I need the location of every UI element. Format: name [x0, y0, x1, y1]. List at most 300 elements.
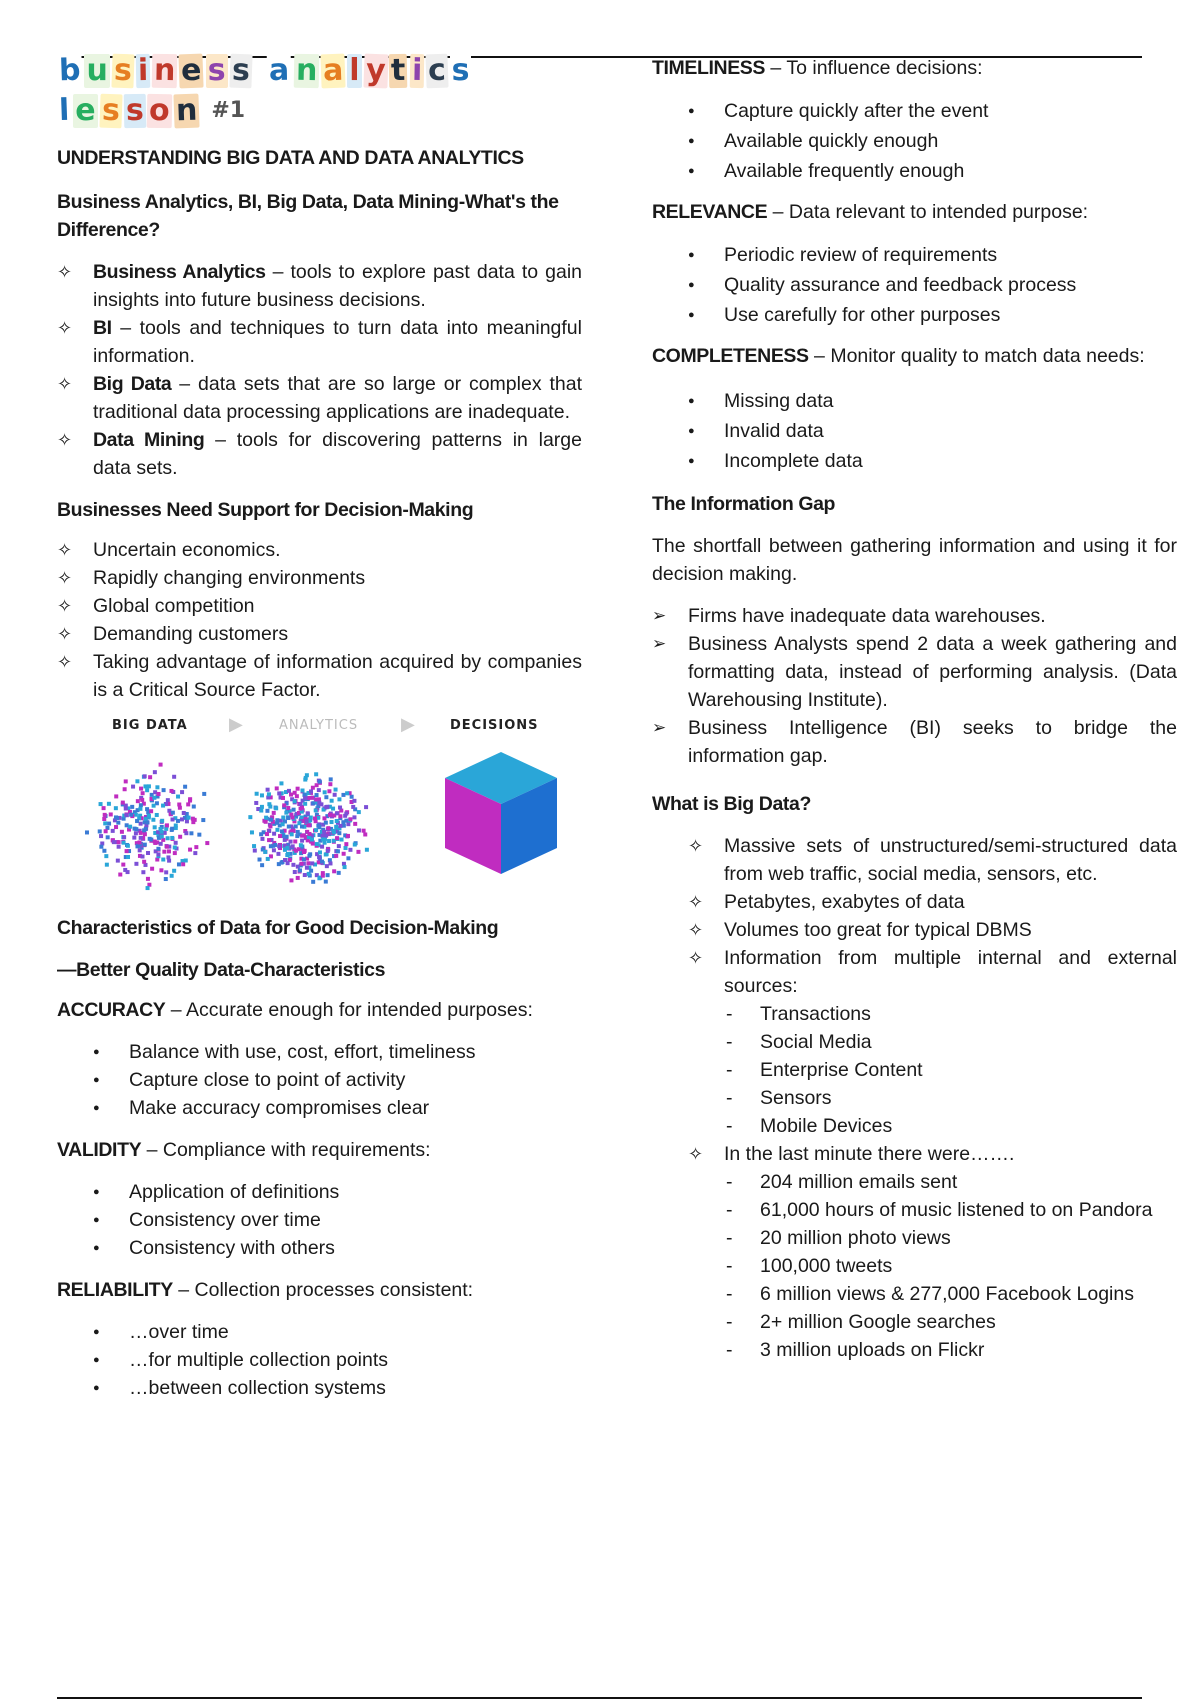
data-point	[142, 860, 146, 864]
data-point	[293, 799, 297, 803]
data-point	[334, 788, 338, 792]
main-heading: UNDERSTANDING BIG DATA AND DATA ANALYTICS	[57, 147, 524, 169]
data-point	[162, 788, 166, 792]
data-point	[326, 873, 330, 877]
data-point	[285, 846, 289, 850]
data-point	[321, 874, 325, 878]
data-point	[166, 836, 170, 840]
lesson-number: #1	[211, 98, 246, 123]
diagram-label-analytics: ANALYTICS	[279, 718, 359, 733]
list-item: - Enterprise Content	[724, 1056, 1177, 1084]
data-point	[320, 845, 324, 849]
data-point	[114, 825, 118, 829]
data-point	[295, 794, 299, 798]
data-point	[107, 802, 111, 806]
validity-heading: VALIDITY – Compliance with requirements:	[57, 1139, 431, 1161]
data-point	[346, 834, 350, 838]
title-letter: n	[153, 52, 176, 89]
data-point	[338, 806, 342, 810]
data-point	[266, 857, 270, 861]
data-point	[337, 797, 341, 801]
data-point	[302, 857, 306, 861]
list-item: ● Consistency with others	[57, 1234, 582, 1262]
data-point	[170, 836, 174, 840]
data-point	[176, 819, 180, 823]
data-point	[161, 804, 165, 808]
title-letter: i	[411, 52, 423, 89]
data-point	[287, 825, 291, 829]
data-point	[126, 844, 130, 848]
data-point	[194, 845, 198, 849]
data-point	[116, 821, 120, 825]
data-point	[344, 812, 348, 816]
data-point	[156, 852, 160, 856]
support-list	[57, 536, 582, 704]
data-point	[169, 789, 173, 793]
data-point	[352, 815, 356, 819]
data-point	[103, 821, 107, 825]
title-letter: c	[427, 52, 447, 89]
data-point	[296, 787, 300, 791]
data-point	[348, 817, 352, 821]
data-point	[265, 809, 269, 813]
data-point	[148, 775, 152, 779]
title-letter: i	[137, 52, 149, 89]
list-item: ● Application of definitions	[57, 1178, 582, 1206]
data-point	[309, 789, 313, 793]
data-point	[310, 796, 314, 800]
data-point	[171, 811, 175, 815]
data-point	[172, 775, 176, 779]
title-letter: s	[101, 92, 121, 129]
data-point	[275, 821, 279, 825]
list-item: ➢ Firms have inadequate data warehouses.	[652, 602, 1177, 630]
data-point	[314, 772, 318, 776]
support-item: ✧ Global competition	[57, 592, 582, 620]
data-point	[173, 851, 177, 855]
data-point	[340, 838, 344, 842]
big-data-analytics-diagram	[57, 708, 582, 908]
data-point	[350, 795, 354, 799]
data-point	[286, 852, 290, 856]
data-point	[276, 852, 280, 856]
list-item: - 204 million emails sent	[724, 1168, 1177, 1196]
title-letter: t	[390, 52, 406, 89]
data-point	[116, 859, 120, 863]
title-line-1	[57, 52, 582, 90]
data-point	[141, 870, 145, 874]
data-point	[275, 786, 279, 790]
title-letter: n	[295, 52, 318, 89]
data-point	[177, 862, 181, 866]
data-point	[330, 799, 334, 803]
data-point	[197, 833, 201, 837]
data-point	[120, 830, 124, 834]
data-point	[318, 780, 322, 784]
list-item: - 2+ million Google searches	[724, 1308, 1177, 1336]
list-item: ● Balance with use, cost, effort, timeliness	[57, 1038, 582, 1066]
data-point	[338, 824, 342, 828]
data-point	[346, 822, 350, 826]
data-point	[85, 830, 89, 834]
data-point	[104, 854, 108, 858]
data-point	[143, 774, 147, 778]
data-point	[151, 818, 155, 822]
data-point	[263, 850, 267, 854]
data-point	[296, 830, 300, 834]
data-point	[150, 867, 154, 871]
relevance-list	[652, 240, 1177, 330]
data-point	[98, 829, 102, 833]
support-heading: Businesses Need Support for Decision-Making	[57, 499, 474, 521]
relevance-heading: RELEVANCE – Data relevant to intended purpose:	[652, 201, 1089, 223]
data-point	[289, 878, 293, 882]
data-point	[166, 798, 170, 802]
data-point	[128, 825, 132, 829]
data-point	[260, 793, 264, 797]
data-point	[314, 808, 318, 812]
definition-item: ✧ Business Analytics – tools to explore past data to gain insights into future business decisions.	[57, 258, 582, 314]
data-point	[164, 870, 168, 874]
data-point	[146, 877, 150, 881]
data-point	[326, 826, 330, 830]
data-point	[356, 850, 360, 854]
data-point	[332, 869, 336, 873]
title-letter: s	[125, 92, 144, 129]
data-point	[317, 876, 321, 880]
data-point	[335, 811, 339, 815]
data-point	[140, 798, 144, 802]
big-data-section	[688, 832, 1177, 1364]
data-point	[134, 831, 138, 835]
data-point	[277, 844, 281, 848]
data-point	[353, 843, 357, 847]
reliability-heading: RELIABILITY – Collection processes consistent:	[57, 1279, 474, 1301]
data-point	[260, 837, 264, 841]
data-point	[125, 823, 129, 827]
data-point	[343, 865, 347, 869]
data-point	[363, 832, 367, 836]
data-point	[338, 814, 342, 818]
data-point	[152, 804, 156, 808]
data-point	[149, 809, 153, 813]
data-point	[167, 849, 171, 853]
data-point	[178, 835, 182, 839]
data-point	[121, 863, 125, 867]
data-point	[174, 841, 178, 845]
data-point	[337, 831, 341, 835]
data-point	[322, 830, 326, 834]
data-point	[308, 852, 312, 856]
data-point	[324, 880, 328, 884]
data-point	[144, 827, 148, 831]
data-point	[278, 834, 282, 838]
data-point	[293, 870, 297, 874]
data-point	[334, 854, 338, 858]
data-point	[103, 813, 107, 817]
data-point	[193, 851, 197, 855]
list-item: - 100,000 tweets	[724, 1252, 1177, 1280]
data-point	[362, 829, 366, 833]
list-item: ● Capture close to point of activity	[57, 1066, 582, 1094]
data-point	[146, 886, 150, 890]
data-point	[328, 861, 332, 865]
list-item: ● …over time	[57, 1318, 582, 1346]
data-point	[297, 821, 301, 825]
list-item: ● Invalid data	[652, 416, 1177, 446]
data-point	[335, 836, 339, 840]
data-point	[300, 834, 304, 838]
data-point	[149, 838, 153, 842]
data-point	[173, 845, 177, 849]
list-item: ● Available frequently enough	[652, 156, 1177, 186]
data-point	[165, 845, 169, 849]
data-point	[324, 795, 328, 799]
data-point	[161, 858, 165, 862]
data-point	[310, 861, 314, 865]
title-letter: s	[230, 52, 251, 89]
title-letter: s	[207, 53, 226, 88]
data-point	[322, 816, 326, 820]
data-point	[186, 802, 190, 806]
data-point	[122, 841, 126, 845]
data-point	[320, 860, 324, 864]
data-point	[188, 848, 192, 852]
data-point	[305, 819, 309, 823]
data-point	[167, 859, 171, 863]
timeliness-heading: TIMELINESS – To influence decisions:	[652, 57, 983, 79]
data-point	[267, 802, 271, 806]
title-letter: a	[269, 52, 290, 89]
diagram-label-decisions: DECISIONS	[450, 718, 539, 733]
data-point	[164, 827, 168, 831]
data-point	[311, 880, 315, 884]
data-point	[159, 763, 163, 767]
data-point	[111, 829, 115, 833]
data-point	[328, 782, 332, 786]
data-point	[102, 817, 106, 821]
support-item: ✧ Uncertain economics.	[57, 536, 582, 564]
data-point	[299, 802, 303, 806]
data-point	[264, 816, 268, 820]
list-item: ● Available quickly enough	[652, 126, 1177, 156]
data-point	[293, 839, 297, 843]
data-point	[159, 827, 163, 831]
data-point	[99, 834, 103, 838]
list-item: ● Use carefully for other purposes	[652, 300, 1177, 330]
data-point	[153, 825, 157, 829]
data-point	[134, 827, 138, 831]
data-point	[145, 820, 149, 824]
title-letter: y	[365, 52, 386, 89]
scattered-data-cube-icon	[85, 763, 209, 890]
list-item: ● Missing data	[652, 386, 1177, 416]
data-point	[335, 819, 339, 823]
data-point	[170, 827, 174, 831]
data-point	[315, 842, 319, 846]
data-point	[279, 781, 283, 785]
data-point	[159, 842, 163, 846]
data-point	[346, 856, 350, 860]
data-point	[295, 834, 299, 838]
accuracy-list	[57, 1038, 582, 1122]
title-letter: o	[149, 92, 171, 129]
information-gap-list	[652, 602, 1177, 770]
data-point	[298, 868, 302, 872]
list-item: ➢ Business Analysts spend 2 data a week gathering and formatting data, instead of performing analysis. (Data Warehousing Institute).	[652, 630, 1177, 714]
data-point	[337, 871, 341, 875]
definition-item: ✧ BI – tools and techniques to turn data into meaningful information.	[57, 314, 582, 370]
title-letter: l	[58, 92, 70, 129]
data-point	[184, 831, 188, 835]
data-point	[152, 796, 156, 800]
data-point	[264, 820, 268, 824]
list-item: ● Capture quickly after the event	[652, 96, 1177, 126]
data-point	[139, 787, 143, 791]
data-point	[269, 818, 273, 822]
data-point	[286, 861, 290, 865]
data-point	[183, 785, 187, 789]
list-item: - Sensors	[724, 1084, 1177, 1112]
data-point	[268, 824, 272, 828]
minute-list-heading	[688, 1140, 1177, 1168]
data-point	[182, 811, 186, 815]
information-gap-heading: The Information Gap	[652, 493, 836, 515]
data-point	[292, 808, 296, 812]
support-item: ✧ Taking advantage of information acquired by companies is a Critical Source Factor.	[57, 648, 582, 704]
list-item: ● Quality assurance and feedback process	[652, 270, 1177, 300]
data-point	[291, 863, 295, 867]
data-point	[299, 843, 303, 847]
data-point	[181, 862, 185, 866]
data-point	[331, 829, 335, 833]
data-point	[303, 873, 307, 877]
data-point	[277, 862, 281, 866]
list-item: - Transactions	[724, 1000, 1177, 1028]
data-point	[180, 817, 184, 821]
data-point	[307, 823, 311, 827]
list-item: - 6 million views & 277,000 Facebook Logins	[724, 1280, 1177, 1308]
data-point	[138, 848, 142, 852]
data-point	[309, 869, 313, 873]
title-letter: s	[451, 53, 470, 88]
list-item: ✧ Volumes too great for typical DBMS	[688, 916, 1177, 944]
data-point	[139, 822, 143, 826]
data-point	[302, 850, 306, 854]
data-point	[165, 823, 169, 827]
data-point	[112, 840, 116, 844]
data-point	[345, 791, 349, 795]
data-point	[294, 824, 298, 828]
lesson-title	[57, 52, 582, 130]
cubes-illustration	[57, 738, 582, 908]
data-point	[305, 773, 309, 777]
data-point	[160, 835, 164, 839]
data-point	[293, 791, 297, 795]
data-point	[123, 787, 127, 791]
data-point	[325, 864, 329, 868]
data-point	[267, 792, 271, 796]
data-point	[192, 805, 196, 809]
data-point	[147, 784, 151, 788]
data-point	[188, 797, 192, 801]
data-point	[300, 839, 304, 843]
data-point	[139, 836, 143, 840]
data-point	[124, 779, 128, 783]
data-point	[260, 805, 264, 809]
diagram-label-big-data: BIG DATA	[112, 718, 188, 733]
data-point	[324, 805, 328, 809]
data-point	[289, 793, 293, 797]
support-item: ✧ Demanding customers	[57, 620, 582, 648]
data-point	[136, 799, 140, 803]
data-point	[344, 846, 348, 850]
data-point	[303, 802, 307, 806]
data-point	[170, 874, 174, 878]
list-item: ● …for multiple collection points	[57, 1346, 582, 1374]
data-point	[114, 794, 118, 798]
data-point	[294, 849, 298, 853]
data-point	[138, 807, 142, 811]
list-item: ✧ In the last minute there were…….	[688, 1140, 1177, 1168]
data-point	[324, 821, 328, 825]
completeness-heading: COMPLETENESS – Monitor quality to match data needs:	[652, 345, 1145, 367]
list-item: ● …between collection systems	[57, 1374, 582, 1402]
data-point	[187, 816, 191, 820]
data-point	[258, 858, 262, 862]
big-data-heading: What is Big Data?	[652, 793, 811, 815]
data-point	[141, 854, 145, 858]
data-point	[254, 801, 258, 805]
list-item: - 20 million photo views	[724, 1224, 1177, 1252]
data-point	[129, 813, 133, 817]
data-point	[344, 842, 348, 846]
data-point	[260, 863, 264, 867]
data-point	[267, 838, 271, 842]
data-point	[290, 832, 294, 836]
data-point	[201, 818, 205, 822]
data-point	[285, 835, 289, 839]
data-point	[135, 779, 139, 783]
data-point	[118, 873, 122, 877]
data-point	[131, 785, 135, 789]
data-point	[330, 820, 334, 824]
data-point	[130, 805, 134, 809]
data-point	[106, 835, 110, 839]
sources-list	[724, 1000, 1177, 1140]
data-point	[171, 817, 175, 821]
data-point	[125, 849, 129, 853]
data-point	[296, 876, 300, 880]
data-point	[281, 816, 285, 820]
list-item: ● Make accuracy compromises clear	[57, 1094, 582, 1122]
title-letter: n	[175, 92, 198, 129]
data-point	[99, 845, 103, 849]
data-point	[317, 825, 321, 829]
data-point	[357, 828, 361, 832]
data-point	[159, 868, 163, 872]
data-point	[174, 823, 178, 827]
definitions-list	[57, 258, 582, 482]
data-point	[341, 820, 345, 824]
definition-item: ✧ Data Mining – tools for discovering patterns in large data sets.	[57, 426, 582, 482]
reliability-list	[57, 1318, 582, 1402]
data-point	[301, 789, 305, 793]
data-point	[269, 844, 273, 848]
data-point	[265, 832, 269, 836]
data-point	[102, 849, 106, 853]
data-point	[248, 815, 252, 819]
